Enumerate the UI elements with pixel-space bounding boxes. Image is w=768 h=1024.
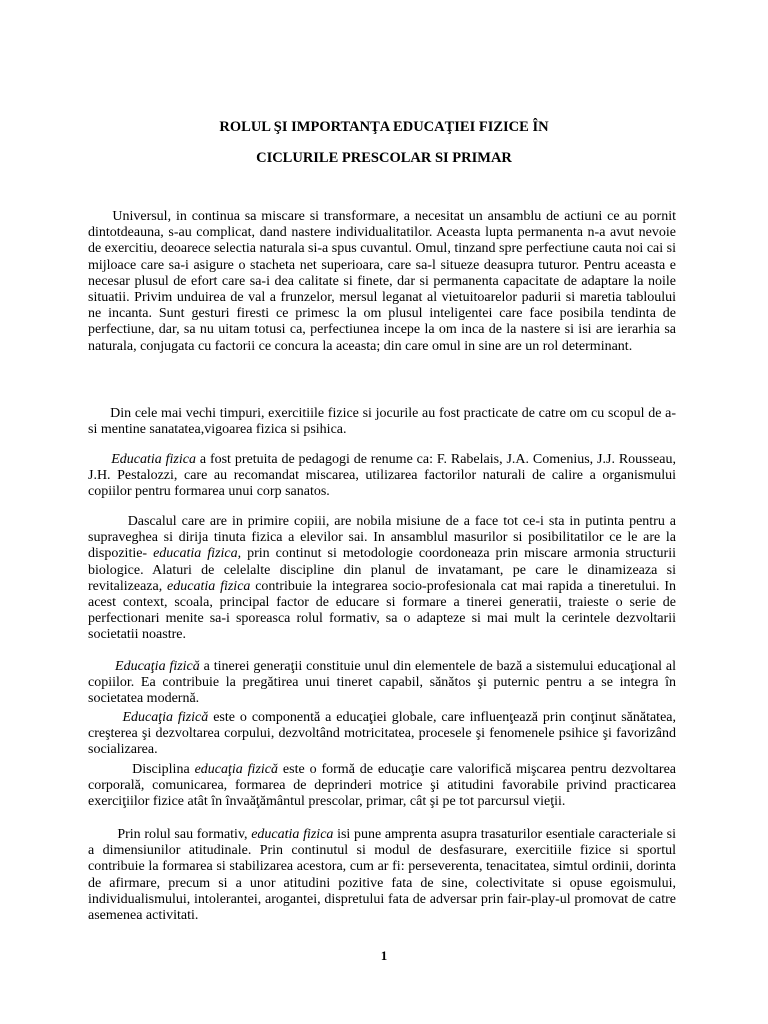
paragraph-text: a fost pretuita de pedagogi de renume ca: F. Rabelais, J.A. Comenius, J.J. Rousseau, J.H. Pestalozzi, care au recomandat miscarea, utilizarea factorilor naturali de calire a organismului copiilor pentru formarea unui corp sanatos. (88, 452, 676, 500)
italic-term: educatia fizica (167, 578, 251, 594)
title-line-2: CICLURILE PRESCOLAR SI PRIMAR (256, 150, 512, 166)
page-number: 1 (380, 948, 388, 963)
paragraph-7: Disciplina educaţia fizică este o formă de educaţie care valorifică mişcarea pentru dezvoltarea corporală, comunicarea, formarea de deprinderi motrice şi atitudini favorabile privind practicarea exerciţiilor fizice atât în învaăţământul prescolar, primar, cât şi pe tot parcursul vieţii. (88, 762, 677, 810)
paragraph-text: este o componentă a educaţiei globale, care influenţează prin conţinut sănătatea, creşterea şi dezvoltarea corpului, dezvoltând motricitatea, procesele şi fenomenele psihice şi favorizând socializarea. (88, 710, 676, 758)
paragraph-text: Din cele mai vechi timpuri, exercitiile fizice si jocurile au fost practicate de catre om cu scopul de a-si mentine sanatatea,vigoarea fizica si psihica. (88, 406, 677, 438)
paragraph-6 (88, 710, 676, 759)
title-line-1: ROLUL ŞI IMPORTANŢA EDUCAŢIEI FIZICE ÎN (219, 119, 549, 135)
paragraph-3 (88, 452, 676, 501)
italic-term: educaţia fizică (194, 762, 279, 777)
paragraph-text: a tinerei generaţii constituie unul din elementele de bază a sistemului educaţional al copiilor. Ea contribuie la pregătirea unui tineret capabil, sănătos şi puternic pentru a se integra în societatea modernă. (88, 659, 677, 707)
italic-term: Educaţia fizică (115, 659, 200, 674)
italic-term: Educatia fizica (111, 452, 196, 467)
paragraph-5 (88, 659, 676, 708)
paragraph-1 (88, 209, 676, 355)
italic-term: Educaţia fizică (122, 710, 209, 725)
paragraph-8: Prin rolul sau formativ, educatia fizica isi pune amprenta asupra trasaturilor esentiale caracteriale si a dimensiunilor atitudinale. Prin continutul si modul de desfasurare, exercitiile fizice si sportul contribuie la formarea si stabilizarea acestora, cum ar fi: perseverenta, tenacitatea, simtul ordinii, dorinta de afirmare, precum si a unor atitudini pozitive fata de sine, colectivitate si opuse egoismului, individualismului, intolerantei, arogantei, dispretului fata de adversar prin fair-play-ul promovat de catre asemenea activitati. (88, 827, 676, 924)
paragraph-4: Dascalul care are in primire copiii, are nobila misiune de a face tot ce-i sta in putinta pentru a supraveghea si dirija tinuta fizica a elevilor sai. In ansamblul masurilor si posibilitatilor ce le are la dispozitie- educatia fizica, prin continut si metodologie coordoneaza prin miscare armonia structurii biologice. Alaturi de celelalte discipline din planul de invatamant, pe care le dinamizeaza si revitalizeaza, educatia fizica contribuie la integrarea socio-profesionala cat mai rapida a tineretului. In acest context, scoala, principal factor de educare si formare a tinerei generatii, traieste o serie de perfectionari menite sa-i sporeasca rolul formativ, sa o adapteze si mai mult la cerintele dezvoltarii societatii noastre. (88, 514, 677, 643)
paragraph-text: Universul, in continua sa miscare si transformare, a necesitat un ansamblu de actiuni ce au pornit dintotdeauna, s-au complicat, dand nastere individualitatilor. Aceasta lupta permanenta n-a avut nevoie de exercitiu, deoarece selectia naturala si-a spus cuvantul. Omul, tinzand spre perfectiune cauta noi cai si mijloace care sa-i asigure o stacheta net superioara, care sa-l situeze deasupra tuturor. Pentru aceasta e necesar plusul de efort care sa-i dea calitate si finete, dar si permanenta capacitate de adaptare la noile situatii. Privim unduirea de val a frunzelor, mersul leganat al vietuitoarelor padurii si maretia tabloului ne incanta. Sunt gesturi firesti ce primesc la om plusul inteligentei care face posibila tendinta de perfectiune, dar, sa nu uitam totusi ca, perfectiunea incepe la om inca de la nastere si isi are ierarhia sa naturala, conjugata cu factorii ce concura la aceasta; din care omul in sine are un rol determinant. (88, 209, 676, 354)
italic-term: educatia fizica (153, 546, 238, 562)
paragraph-2 (88, 406, 676, 438)
italic-term: educatia fizica (251, 827, 334, 842)
